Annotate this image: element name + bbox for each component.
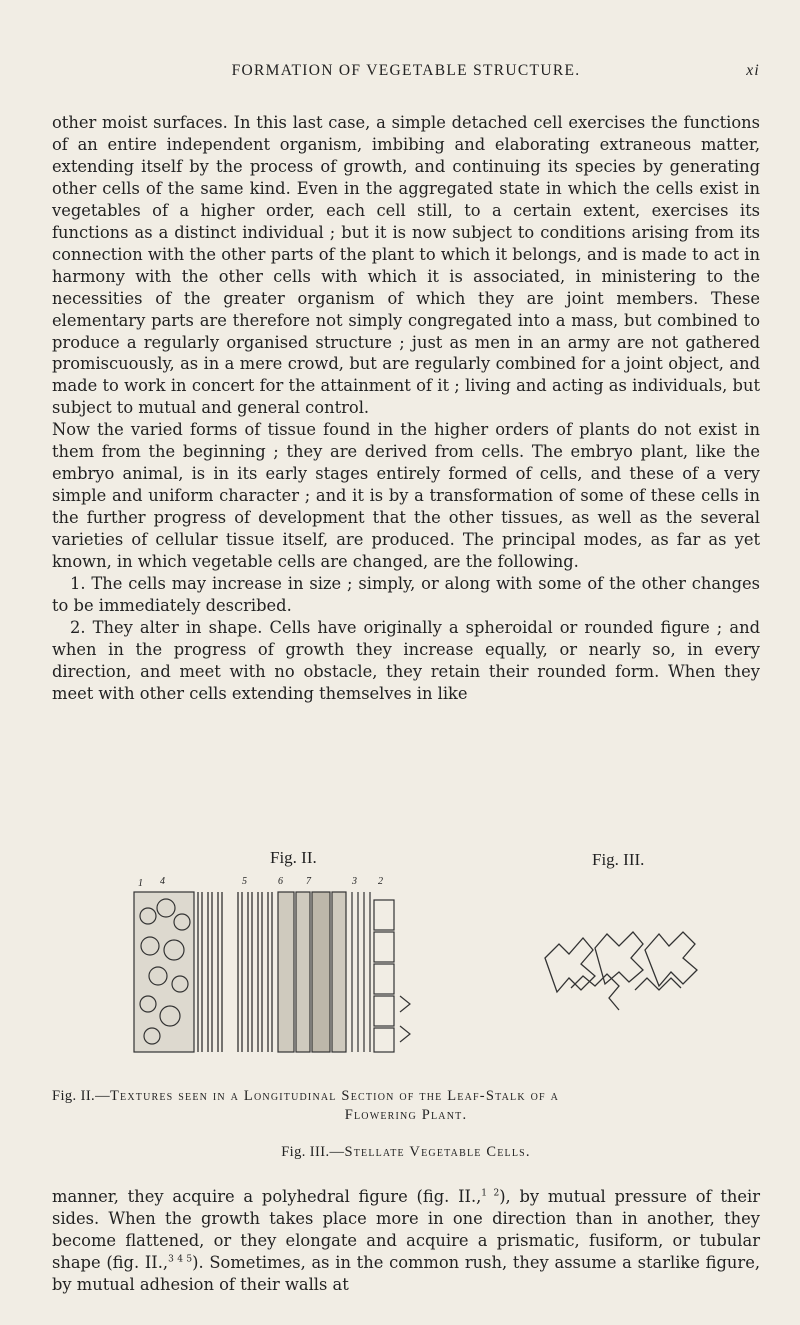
running-title: FORMATION OF VEGETABLE STRUCTURE. (231, 62, 581, 79)
closing-part3: ). Sometimes, as in the common rush, they assume a starlike figure, by mutual adhesion of their walls at (52, 1252, 761, 1294)
paragraph-1: other moist surfaces. In this last case, a simple detached cell exercises the functions of an entire independent organism, imbibing and elaborating extraneous matter, extending itself by the process of growth, and continuing its species by generating other cells of the same kind. Even in the aggregated state in which the cells exist in vegetables of a higher order, each cell still, to a certain extent, exercises its functions as a distinct individual ; but it is now subject to conditions arising from its connection with the other parts of the plant to which it belongs, and is made to act in harmony with the other cells with which it is associated, in ministering to the necessities of the greater organism of which they are joint members. These elementary parts are therefore not simply congregated into a mass, but combined to produce a regularly organised structure ; just as men in an army are not gathered promiscuously, as in a mere crowd, but are regularly combined for a joint object, and made to work in concert for the attainment of it ; living and acting as individuals, but subject to mutual and general control. (52, 113, 760, 418)
fig3-caption-text: Stellate Vegetable Cells. (344, 1144, 531, 1160)
fig2-caption-prefix: Fig. II.— (52, 1088, 110, 1104)
fig2-caption-line1: Textures seen in a Longitudinal Section of the Leaf-Stalk of a (109, 1088, 560, 1104)
closing-sup2: 3 4 5 (168, 1254, 193, 1265)
closing-ref2: II., (144, 1252, 169, 1272)
fig2-num-6: 6 (278, 876, 283, 887)
closing-paragraph (52, 1186, 760, 1296)
fig2-illustration (130, 876, 550, 1076)
figure-captions (52, 1088, 760, 1161)
closing-sup1: 1 2 (481, 1188, 500, 1199)
fig2-label: Fig. II. (270, 848, 317, 867)
fig2-num-5: 5 (242, 876, 247, 887)
closing-ref1: II., (458, 1187, 482, 1206)
fig2-num-2: 2 (378, 876, 383, 887)
main-text (52, 112, 760, 705)
figure-area (130, 848, 790, 1068)
fig2-num-3: 3 (352, 876, 357, 887)
closing-part1: manner, they acquire a polyhedral figure (fig. (52, 1187, 459, 1206)
fig2-caption (52, 1088, 760, 1105)
fig3-illustration (535, 918, 725, 1018)
page-number: xi (746, 62, 760, 79)
paragraph-3: 1. The cells may increase in size ; simply, or along with some of the other changes to be immediately described. (52, 574, 760, 615)
fig3-caption (52, 1144, 760, 1161)
fig2-num-7: 7 (306, 876, 311, 887)
fig2-num-4: 4 (160, 876, 165, 887)
fig3-label: Fig. III. (592, 850, 645, 869)
running-header (52, 62, 760, 84)
fig2-caption-line2: Flowering Plant. (344, 1107, 468, 1123)
paragraph-2: Now the varied forms of tissue found in the higher orders of plants do not exist in them from the beginning ; they are derived from cells. The embryo plant, like the embryo animal, is in its early stages entirely formed of cells, and these of a very simple and uniform character ; and it is by a transformation of some of these cells in the further progress of development that the other tissues, as well as the several varieties of cellular tissue itself, are produced. The principal modes, as far as yet known, in which vegetable cells are changed, are the following. (52, 420, 760, 572)
fig2-num-1: 1 (138, 878, 143, 889)
fig3-caption-prefix: Fig. III.— (281, 1144, 345, 1160)
paragraph-4: 2. They alter in shape. Cells have originally a spheroidal or rounded figure ; and when in the progress of growth they increase equally, or nearly so, in every direction, and meet with no obstacle, they retain their rounded form. When they meet with other cells extending themselves in like (52, 617, 760, 703)
closing-part2: ), by mutual pressure of their sides. When the growth takes place more in one direction than in another, they become flattened, or they elongate and acquire a prismatic, fusiform, or tubular shape (fig. (52, 1187, 760, 1272)
